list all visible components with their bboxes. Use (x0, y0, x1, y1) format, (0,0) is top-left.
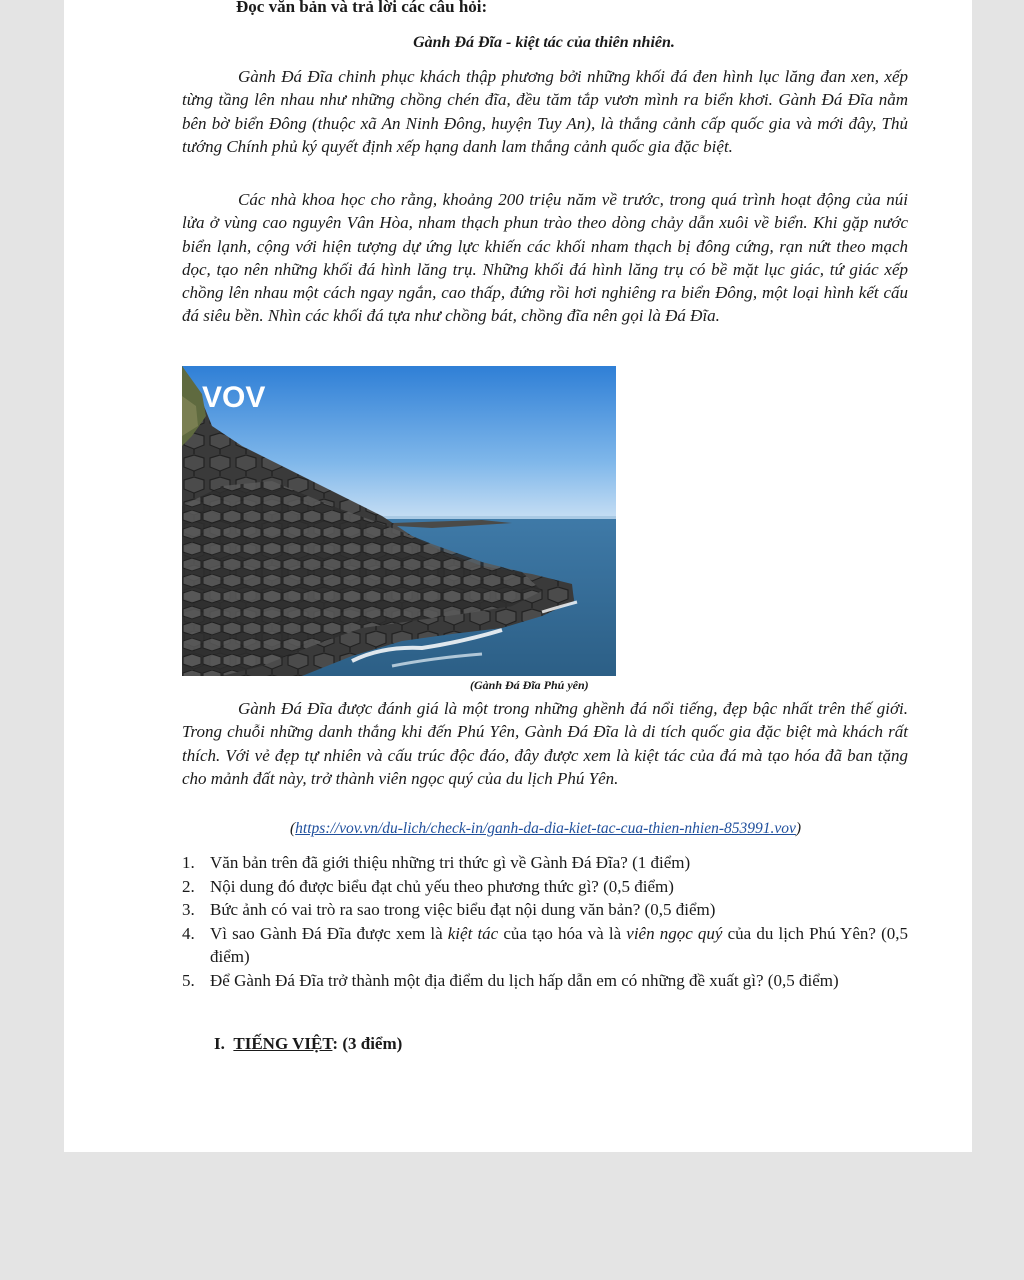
paragraph-1: Gành Đá Đĩa chinh phục khách thập phương bởi những khối đá đen hình lục lăng đan xen, xếp từng tầng lên nhau như những chồng chén đĩa, đều tăm tắp vươn mình ra biển khơi. Gành Đá Đĩa nằm bên bờ biển Đông (thuộc xã An Ninh Đông, huyện Tuy An), là thắng cảnh cấp quốc gia và mới đây, Thủ tướng Chính phủ ký quyết định xếp hạng danh lam thắng cảnh quốc gia đặc biệt. (182, 67, 908, 156)
question-5 (182, 969, 908, 993)
ganh-da-dia-photo (182, 366, 616, 676)
question-number: 4. (182, 923, 195, 943)
vov-watermark: VOV (202, 381, 266, 414)
paragraph-2: Các nhà khoa học cho rằng, khoảng 200 triệu năm về trước, trong quá trình hoạt động của núi lửa ở vùng cao nguyên Vân Hòa, nham thạch phun trào theo dòng chảy dẫn xuôi về biển. Khi gặp nước biển lạnh, cộng với hiện tượng dự ứng lực khiến các khối nham thạch bị đông cứng, rạn nứt theo mạch dọc, tạo nên những khối đá hình lăng trụ. Những khối đá hình lăng trụ có bề mặt lục giác, tứ giác xếp chồng lên nhau một cách ngay ngắn, cao thấp, đứng rồi hơi nghiêng ra biển Đông, một loại hình kết cấu đá siêu bền. Nhìn các khối đá tựa như chồng bát, chồng đĩa nên gọi là Đá Đĩa. (182, 190, 908, 326)
question-4 (182, 922, 908, 969)
section-label: TIẾNG VIỆT (233, 1034, 333, 1053)
question-2 (182, 875, 908, 899)
source-url[interactable]: https://vov.vn/du-lich/check-in/ganh-da-dia-kiet-tac-cua-thien-nhien-853991.vov (295, 820, 796, 837)
question-number: 1. (182, 853, 195, 872)
article-title: Gành Đá Đĩa - kiệt tác của thiên nhiên. (413, 34, 675, 51)
question-number: 5. (182, 970, 195, 990)
question-number: 2. (182, 876, 195, 896)
question-text: Để Gành Đá Đĩa trở thành một địa điểm du lịch hấp dẫn em có những đề xuất gì? (0,5 điểm) (210, 970, 839, 990)
photo-caption: (Gành Đá Đĩa Phú yên) (470, 678, 589, 692)
question-text: Văn bản trên đã giới thiệu những tri thức gì về Gành Đá Đĩa? (1 điểm) (210, 853, 691, 872)
question-text: Nội dung đó được biểu đạt chủ yếu theo phương thức gì? (0,5 điểm) (210, 876, 674, 896)
section-heading: I. TIẾNG VIỆT: (3 điểm) (214, 1034, 403, 1053)
question-list (182, 851, 908, 992)
question-3 (182, 898, 908, 922)
question-text: Bức ảnh có vai trò ra sao trong việc biểu đạt nội dung văn bản? (0,5 điểm) (210, 900, 716, 919)
paragraph-3: Gành Đá Đĩa được đánh giá là một trong những ghềnh đá nổi tiếng, đẹp bậc nhất trên thế giới. Trong chuỗi những danh thắng khi đến Phú Yên, Gành Đá Đĩa là di tích quốc gia đặc biệt mà khách rất thích. Với vẻ đẹp tự nhiên và cấu trúc độc đáo, đây được xem là kiệt tác của đá mà tạo hóa đã ban tặng cho mảnh đất này, trở thành viên ngọc quý của du lịch Phú Yên. (182, 699, 908, 788)
source-link: (https://vov.vn/du-lich/check-in/ganh-da-dia-kiet-tac-cua-thien-nhien-853991.vov) (290, 820, 802, 837)
instruction-heading: Đọc văn bản và trả lời các câu hỏi: (236, 0, 488, 16)
question-text: Vì sao Gành Đá Đĩa được xem là kiệt tác của tạo hóa và là viên ngọc quý của du lịch Phú Yên? (0,5 điểm) (210, 923, 908, 966)
question-number: 3. (182, 900, 195, 919)
question-1 (182, 851, 908, 875)
